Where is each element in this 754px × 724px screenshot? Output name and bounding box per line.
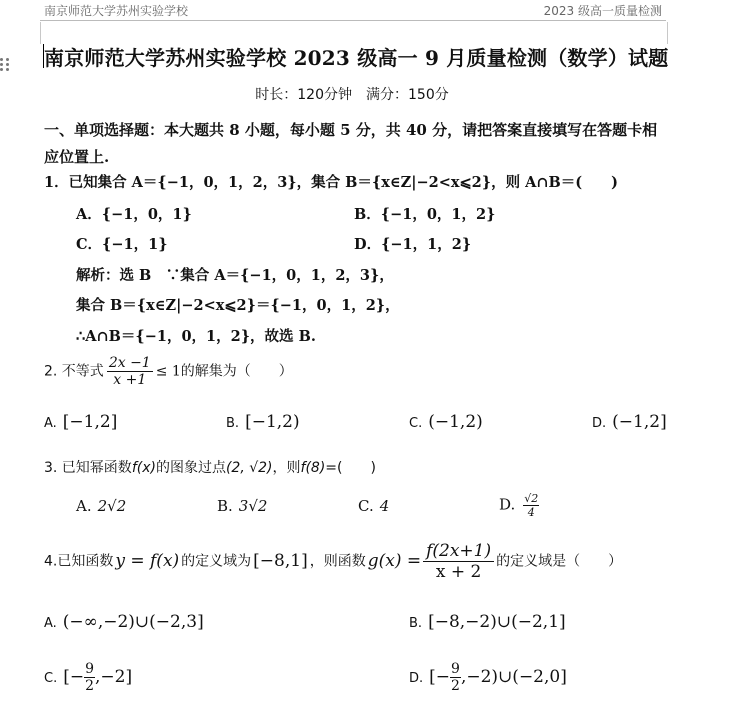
q3-option-a-value: 2√2	[97, 497, 127, 515]
q2-option-b	[226, 412, 300, 432]
q2-option-a	[44, 412, 117, 432]
q1-solution-line-2: 集合 B＝{x∈Z|−2<x⩽2}＝{−1，0，1，2}，	[76, 297, 400, 314]
q2-option-d-value: (−1,2]	[612, 412, 667, 432]
q3-fx: f(x)	[131, 460, 156, 476]
q4-option-c-num: 9	[85, 661, 95, 677]
q4-option-a	[44, 612, 204, 632]
q4-mid2: ，则函数	[309, 553, 366, 570]
q4-option-d-num: 9	[451, 661, 460, 677]
q2-option-d	[592, 412, 667, 432]
q4-frac-num: f(2x+1)	[423, 541, 494, 562]
q4-option-b	[409, 612, 566, 632]
q2-option-a-label: A.	[44, 416, 57, 431]
q1-option-b: B．{−1，0，1，2}	[354, 206, 496, 223]
q3-option-b-value: 3√2	[238, 497, 268, 515]
q1-option-d: D．{−1，1，2}	[354, 236, 472, 253]
header-divider	[40, 20, 666, 21]
q4-stem	[44, 541, 622, 582]
q4-gx: g(x) =	[367, 550, 422, 571]
q4-yfx: y = f(x)	[115, 550, 180, 571]
q3-option-c-label: C.	[358, 497, 374, 515]
q2-prefix: 2. 不等式	[44, 363, 104, 380]
q2-option-d-label: D.	[592, 416, 607, 431]
q4-option-c-fraction	[84, 661, 95, 694]
header-exam: 2023 级高一质量检测	[543, 4, 662, 18]
q1-option-a: A．{−1，0，1}	[76, 206, 192, 223]
q4-option-d-pre: [−	[429, 667, 451, 687]
q4-frac-den: x + 2	[435, 562, 482, 582]
q2-option-c	[409, 412, 483, 432]
exam-info	[0, 84, 704, 104]
q4-prefix: 4.已知函数	[44, 553, 114, 570]
q3-option-d-den: 4	[527, 506, 535, 519]
q4-option-c-label: C.	[44, 671, 58, 686]
q3-option-d-fraction	[523, 492, 539, 519]
exam-total-score: 满分：150分	[366, 87, 449, 103]
q4-option-a-label: A.	[44, 616, 57, 631]
q1-stem: 1．已知集合 A＝{−1，0，1，2，3}，集合 B＝{x∈Z|−2<x⩽2}，则 A∩B＝( )	[44, 174, 619, 191]
q4-option-c-value	[63, 661, 133, 694]
q3-option-b-label: B.	[217, 497, 233, 515]
q4-mid: 的定义域为	[181, 553, 252, 570]
q3-option-d	[499, 492, 539, 519]
q2-frac-den: x +1	[113, 372, 147, 388]
q3-text-d: =( )	[325, 460, 376, 476]
q4-fraction	[423, 541, 494, 582]
q2-option-a-value: [−1,2]	[62, 412, 118, 432]
q3-text-a: 3. 已知幂函数	[44, 460, 132, 476]
document-title: 南京师范大学苏州实验学校 2023 级高一 9 月质量检测（数学）试题	[44, 46, 669, 70]
q2-option-c-label: C.	[409, 416, 423, 431]
q3-option-c	[358, 497, 389, 515]
q1-option-c: C．{−1，1}	[76, 236, 168, 253]
q3-option-d-label: D.	[499, 495, 516, 514]
q4-option-d-fraction	[450, 661, 461, 694]
q4-option-b-label: B.	[409, 616, 423, 631]
q4-option-d-den: 2	[451, 678, 460, 694]
q4-option-b-value: [−8,−2)∪(−2,1]	[428, 612, 566, 632]
q3-option-b	[217, 497, 267, 515]
q3-option-c-value: 4	[379, 497, 390, 515]
q3-point: (2, √2)	[225, 460, 273, 476]
q3-option-a-label: A.	[76, 497, 92, 515]
q2-option-c-value: (−1,2)	[428, 412, 483, 432]
q4-option-c-den: 2	[85, 678, 95, 694]
q4-option-c-pre: [−	[63, 667, 85, 687]
q2-relation: ≤ 1	[155, 363, 181, 380]
q4-option-d-label: D.	[409, 671, 424, 686]
q2-stem	[44, 355, 293, 388]
q2-fraction	[107, 355, 153, 388]
q1-solution-line-3: ∴A∩B＝{−1，0，1，2}，故选 B.	[76, 328, 316, 345]
q3-option-a	[76, 497, 126, 515]
q4-suffix: 的定义域是（ ）	[496, 553, 623, 570]
q2-suffix: 的解集为（ ）	[180, 363, 293, 380]
section-heading: 一、单项选择题：本大题共 8 小题，每小题 5 分，共 40 分，请把答案直接填写在答题卡相应位置上.	[44, 121, 658, 166]
q2-option-b-value: [−1,2)	[245, 412, 300, 432]
q4-option-d-value	[429, 661, 567, 694]
exam-duration: 时长：120分钟	[255, 87, 352, 103]
drag-handle-icon[interactable]	[0, 54, 10, 74]
q4-option-a-value: (−∞,−2)∪(−2,3]	[62, 612, 204, 632]
q3-option-d-num: √2	[524, 492, 539, 505]
q1-solution-line-1: 解析：选 B ∵集合 A＝{−1，0，1，2，3}，	[76, 267, 394, 284]
q3-text-b: 的图象过点	[155, 460, 226, 476]
q4-option-c-post: ,−2]	[95, 667, 133, 687]
q4-option-d-post: ,−2)∪(−2,0]	[460, 667, 567, 687]
q2-frac-num: 2x −1	[108, 355, 151, 371]
header-school: 南京师范大学苏州实验学校	[44, 4, 189, 18]
q3-stem	[44, 457, 376, 477]
q2-option-b-label: B.	[226, 416, 240, 431]
page-margin-marker	[40, 22, 668, 44]
q4-option-d	[409, 661, 567, 694]
q3-f8: f(8)	[300, 460, 326, 476]
q4-domain: [−8,1]	[253, 550, 308, 571]
q4-option-c	[44, 661, 132, 694]
q3-text-c: ，则	[272, 460, 301, 476]
